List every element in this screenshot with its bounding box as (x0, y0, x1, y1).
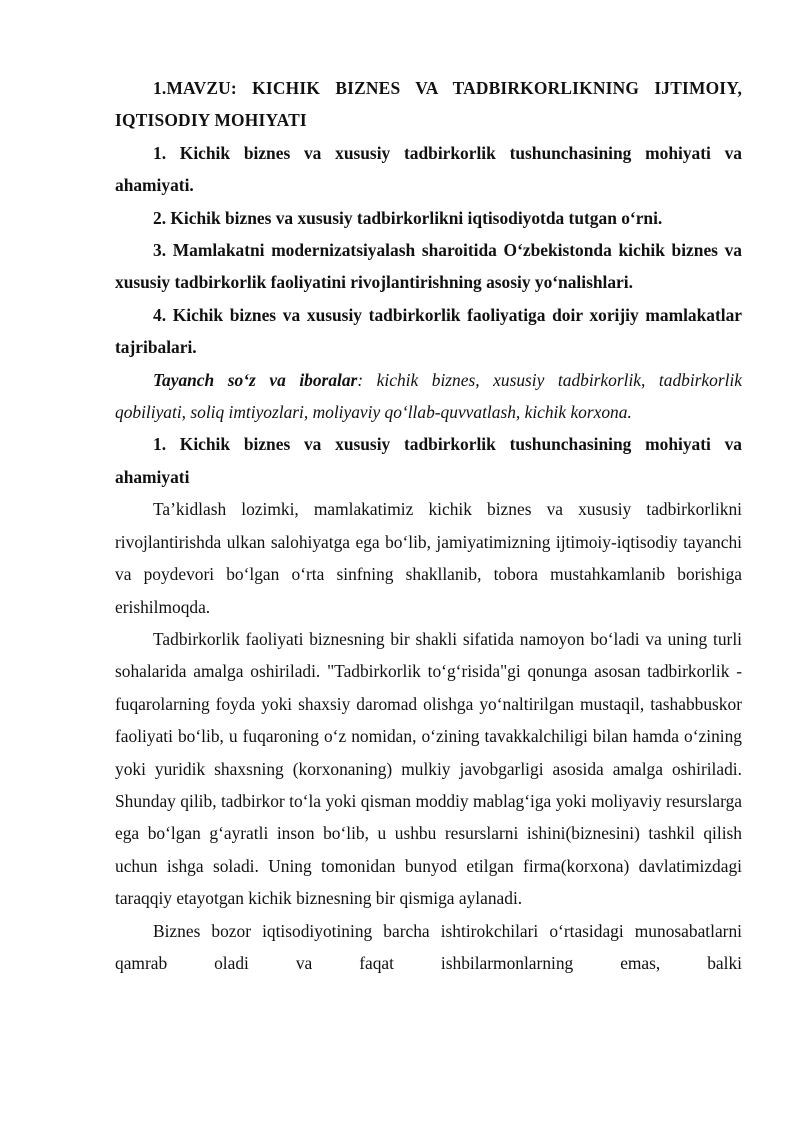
body-paragraph-2: Tadbirkorlik faoliyati biznesning bir shakli sifatida namoyon bo‘ladi va uning turli sohalarida amalga oshiriladi. "Tadbirkorlik to‘g‘risida"gi qonunga asosan tadbirkorlik - fuqarolarning foyda yoki shaxsiy daromad olishga yo‘naltirilgan mustaqil, tashabbuskor faoliyati bo‘lib, u fuqaroning o‘z nomidan, o‘zining tavakkalchiligi bilan hamda o‘zining yoki yuridik shaxsning (korxonaning) mulkiy javobgarligi asosida amalga oshiriladi. Shunday qilib, tadbirkor to‘la yoki qisman moddiy mablag‘iga yoki moliyaviy resurslarga ega bo‘lgan g‘ayratli inson bo‘lib, u ushbu resurslarni ishini(biznesini) tashkil qilish uchun ishga soladi. Uning tomonidan bunyod etilgan firma(korxona) davlatimizdagi taraqqiy etayotgan kichik biznesning bir qismiga aylanadi. (115, 628, 742, 909)
plan-item-3: 3. Mamlakatni modernizatsiyalash sharoitida O‘zbekistonda kichik biznes va xususiy tadbirkorlik faoliyatini rivojlantirishning asosiy yo‘nalishlari. (115, 240, 742, 293)
page-title: 1.MAVZU: KICHIK BIZNES VA TADBIRKORLIKNING IJTIMOIY, IQTISODIY MOHIYATI (115, 78, 742, 131)
keywords-label: Tayanch so‘z va iboralar (153, 369, 358, 390)
plan-item-4: 4. Kichik biznes va xususiy tadbirkorlik faoliyatiga doir xorijiy mamlakatlar tajribalari. (115, 304, 742, 358)
keywords-text: : kichik biznes, xususiy tadbirkorlik, tadbirkorlik qobiliyati, soliq imtiyozlari, moliyaviy qo‘llab-quvvatlash, kichik korxona. (115, 369, 742, 423)
section-heading: 1. Kichik biznes va xususiy tadbirkorlik tushunchasining mohiyati va ahamiyati (115, 434, 742, 487)
body-paragraph-3: Biznes bozor iqtisodiyotining barcha ishtirokchilari o‘rtasidagi munosabatlarni qamrab oladi va faqat ishbilarmonlarning emas, balki (115, 920, 742, 973)
keywords-paragraph (115, 364, 742, 429)
document-page (115, 72, 742, 979)
body-paragraph-1: Ta’kidlash lozimki, mamlakatimiz kichik biznes va xususiy tadbirkorlikni rivojlantirishda ulkan salohiyatga ega bo‘lib, jamiyatimizning ijtimoiy-iqtisodiy tayanchi va poydevori bo‘lgan o‘rta sinfning shakllanib, tobora mustahkamlanib borishiga erishilmoqda. (115, 499, 742, 617)
plan-item-2: 2. Kichik biznes va xususiy tadbirkorlikni iqtisodiyotda tutgan o‘rni. (153, 207, 663, 228)
plan-item-1: 1. Kichik biznes va xususiy tadbirkorlik tushunchasining mohiyati va ahamiyati. (115, 142, 742, 196)
